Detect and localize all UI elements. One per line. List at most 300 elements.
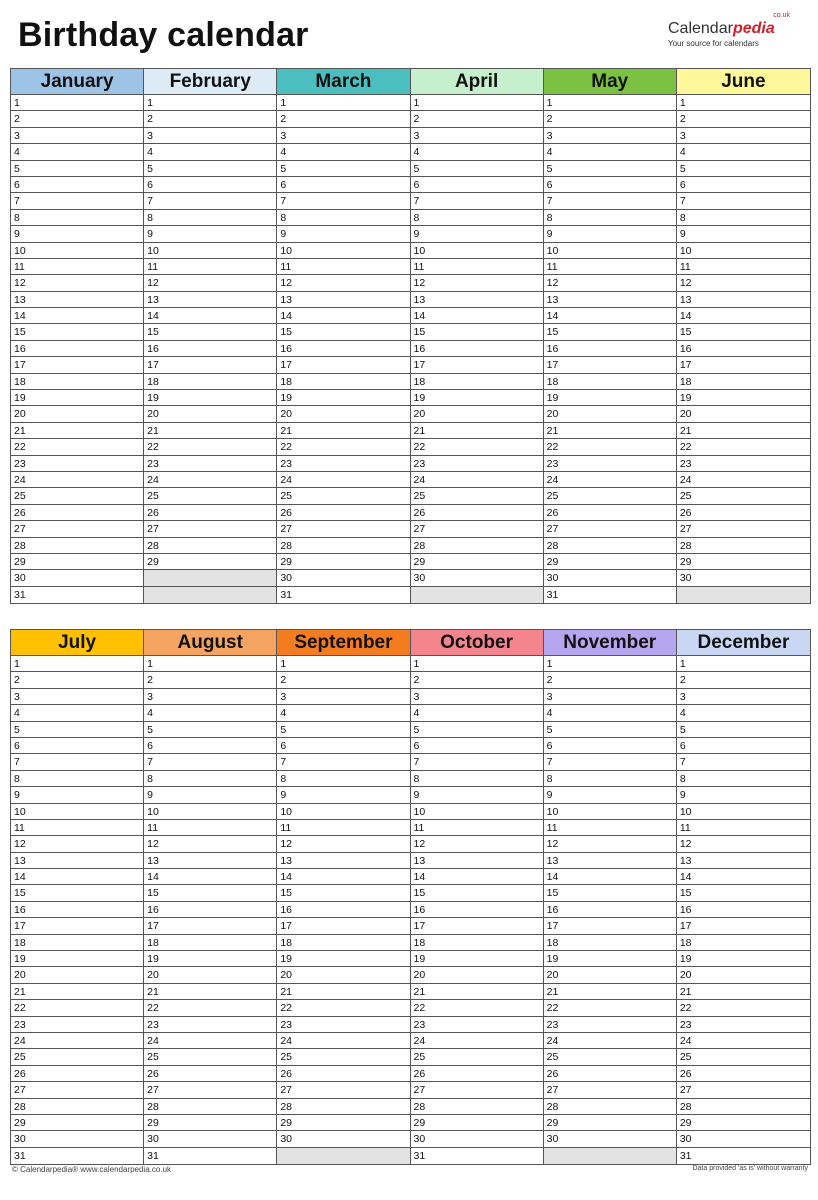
day-cell[interactable]: 12 [544, 836, 676, 852]
day-cell[interactable]: 24 [544, 472, 676, 488]
day-cell[interactable]: 20 [411, 406, 543, 422]
day-cell[interactable]: 26 [277, 1066, 409, 1082]
day-cell[interactable]: 4 [677, 144, 810, 160]
day-cell[interactable]: 18 [411, 935, 543, 951]
day-cell[interactable]: 24 [277, 472, 409, 488]
day-cell[interactable]: 4 [144, 144, 276, 160]
day-cell[interactable]: 21 [144, 423, 276, 439]
day-cell[interactable]: 29 [144, 554, 276, 570]
day-cell[interactable]: 28 [544, 1099, 676, 1115]
day-cell[interactable]: 23 [144, 1017, 276, 1033]
day-cell[interactable]: 23 [677, 1017, 810, 1033]
day-cell[interactable]: 28 [277, 538, 409, 554]
day-cell[interactable]: 7 [544, 193, 676, 209]
day-cell[interactable]: 22 [544, 1000, 676, 1016]
day-cell[interactable]: 9 [677, 787, 810, 803]
day-cell[interactable]: 29 [144, 1115, 276, 1131]
day-cell[interactable]: 4 [677, 705, 810, 721]
day-cell[interactable]: 19 [677, 951, 810, 967]
day-cell[interactable]: 7 [411, 193, 543, 209]
day-cell[interactable]: 8 [411, 771, 543, 787]
day-cell[interactable]: 27 [677, 521, 810, 537]
day-cell[interactable]: 5 [677, 161, 810, 177]
day-cell[interactable]: 2 [544, 672, 676, 688]
day-cell[interactable]: 13 [544, 292, 676, 308]
day-cell[interactable]: 25 [11, 488, 143, 504]
day-cell[interactable]: 21 [677, 423, 810, 439]
day-cell[interactable]: 24 [411, 1033, 543, 1049]
day-cell[interactable]: 22 [277, 439, 409, 455]
day-cell[interactable]: 4 [11, 144, 143, 160]
day-cell[interactable]: 16 [677, 341, 810, 357]
day-cell[interactable]: 2 [144, 111, 276, 127]
day-cell[interactable]: 29 [277, 554, 409, 570]
day-cell[interactable]: 28 [277, 1099, 409, 1115]
day-cell[interactable]: 3 [144, 689, 276, 705]
day-cell[interactable]: 27 [544, 521, 676, 537]
day-cell[interactable]: 24 [11, 1033, 143, 1049]
day-cell[interactable]: 25 [277, 488, 409, 504]
day-cell[interactable]: 18 [144, 374, 276, 390]
day-cell[interactable]: 18 [677, 935, 810, 951]
day-cell[interactable]: 24 [677, 1033, 810, 1049]
day-cell[interactable]: 2 [277, 672, 409, 688]
day-cell[interactable]: 31 [280, 588, 293, 601]
day-cell[interactable]: 10 [544, 243, 676, 259]
day-cell[interactable]: 3 [277, 128, 409, 144]
day-cell[interactable]: 18 [11, 935, 143, 951]
day-cell[interactable]: 4 [544, 705, 676, 721]
day-cell[interactable]: 16 [544, 902, 676, 918]
day-cell[interactable]: 9 [544, 787, 676, 803]
day-cell[interactable]: 15 [544, 324, 676, 340]
day-cell[interactable]: 22 [277, 1000, 409, 1016]
day-cell[interactable]: 7 [677, 754, 810, 770]
day-cell[interactable]: 16 [277, 341, 409, 357]
day-cell[interactable]: 8 [277, 210, 409, 226]
day-cell[interactable]: 7 [144, 193, 276, 209]
day-cell[interactable]: 28 [411, 538, 543, 554]
day-cell[interactable]: 12 [144, 836, 276, 852]
day-cell[interactable]: 15 [144, 885, 276, 901]
day-cell[interactable]: 12 [411, 836, 543, 852]
day-cell[interactable]: 17 [277, 918, 409, 934]
day-cell[interactable]: 28 [144, 538, 276, 554]
day-cell[interactable]: 28 [677, 1099, 810, 1115]
day-cell[interactable]: 14 [411, 308, 543, 324]
day-cell[interactable]: 23 [411, 456, 543, 472]
day-cell[interactable]: 18 [544, 374, 676, 390]
day-cell[interactable]: 20 [544, 406, 676, 422]
day-cell[interactable]: 23 [277, 456, 409, 472]
day-cell[interactable]: 14 [277, 308, 409, 324]
day-cell[interactable]: 9 [277, 226, 409, 242]
day-cell[interactable]: 18 [277, 935, 409, 951]
day-cell[interactable]: 16 [144, 902, 276, 918]
day-cell[interactable]: 11 [144, 259, 276, 275]
day-cell[interactable]: 28 [544, 538, 676, 554]
day-cell[interactable]: 3 [144, 128, 276, 144]
day-cell[interactable]: 9 [11, 226, 143, 242]
day-cell[interactable]: 30 [411, 1131, 543, 1147]
day-cell[interactable]: 14 [544, 308, 676, 324]
day-cell[interactable]: 16 [11, 902, 143, 918]
day-cell[interactable]: 30 [677, 570, 810, 586]
day-cell[interactable]: 22 [144, 439, 276, 455]
day-cell[interactable]: 30 [277, 570, 409, 586]
day-cell[interactable]: 21 [144, 984, 276, 1000]
day-cell[interactable]: 20 [11, 406, 143, 422]
day-cell[interactable]: 4 [144, 705, 276, 721]
day-cell[interactable]: 23 [677, 456, 810, 472]
day-cell[interactable]: 11 [411, 820, 543, 836]
day-cell[interactable]: 13 [11, 853, 143, 869]
day-cell[interactable]: 9 [277, 787, 409, 803]
day-cell[interactable]: 22 [544, 439, 676, 455]
day-cell[interactable]: 11 [11, 259, 143, 275]
day-cell[interactable]: 24 [144, 1033, 276, 1049]
day-cell[interactable]: 16 [544, 341, 676, 357]
day-cell[interactable]: 6 [11, 738, 143, 754]
day-cell[interactable]: 27 [277, 1082, 409, 1098]
day-cell[interactable]: 22 [11, 439, 143, 455]
day-cell[interactable]: 1 [544, 95, 676, 111]
day-cell[interactable]: 17 [11, 918, 143, 934]
day-cell[interactable]: 14 [11, 869, 143, 885]
day-cell[interactable]: 29 [677, 554, 810, 570]
day-cell[interactable]: 25 [277, 1049, 409, 1065]
day-cell[interactable]: 7 [11, 754, 143, 770]
day-cell[interactable]: 12 [277, 275, 409, 291]
day-cell[interactable]: 1 [677, 656, 810, 672]
day-cell[interactable]: 7 [411, 754, 543, 770]
day-cell[interactable]: 28 [144, 1099, 276, 1115]
day-cell[interactable]: 15 [277, 324, 409, 340]
day-cell[interactable]: 18 [144, 935, 276, 951]
day-cell[interactable]: 26 [411, 1066, 543, 1082]
day-cell[interactable]: 25 [144, 1049, 276, 1065]
day-cell[interactable]: 18 [411, 374, 543, 390]
day-cell[interactable]: 10 [144, 243, 276, 259]
day-cell[interactable]: 11 [11, 820, 143, 836]
day-cell[interactable]: 13 [411, 853, 543, 869]
day-cell[interactable]: 18 [277, 374, 409, 390]
day-cell[interactable]: 3 [11, 689, 143, 705]
day-cell[interactable]: 13 [277, 853, 409, 869]
day-cell[interactable]: 23 [544, 1017, 676, 1033]
day-cell[interactable]: 10 [277, 804, 409, 820]
day-cell[interactable]: 28 [11, 538, 143, 554]
day-cell[interactable]: 5 [144, 161, 276, 177]
day-cell[interactable]: 8 [411, 210, 543, 226]
day-cell[interactable]: 24 [544, 1033, 676, 1049]
day-cell[interactable]: 11 [677, 820, 810, 836]
day-cell[interactable]: 8 [11, 771, 143, 787]
day-cell[interactable]: 19 [277, 390, 409, 406]
day-cell[interactable]: 13 [677, 292, 810, 308]
day-cell[interactable]: 24 [144, 472, 276, 488]
day-cell[interactable]: 30 [544, 1131, 676, 1147]
day-cell[interactable]: 31 [679, 1149, 692, 1162]
day-cell[interactable]: 2 [277, 111, 409, 127]
day-cell[interactable]: 17 [411, 357, 543, 373]
day-cell[interactable]: 8 [11, 210, 143, 226]
day-cell[interactable]: 21 [11, 423, 143, 439]
day-cell[interactable]: 13 [144, 853, 276, 869]
day-cell[interactable]: 30 [411, 570, 543, 586]
day-cell[interactable]: 19 [11, 390, 143, 406]
day-cell[interactable]: 6 [544, 738, 676, 754]
day-cell[interactable]: 22 [677, 439, 810, 455]
day-cell[interactable]: 30 [677, 1131, 810, 1147]
day-cell[interactable]: 19 [544, 390, 676, 406]
day-cell[interactable]: 25 [677, 488, 810, 504]
day-cell[interactable]: 28 [411, 1099, 543, 1115]
day-cell[interactable]: 27 [677, 1082, 810, 1098]
day-cell[interactable]: 17 [144, 357, 276, 373]
day-cell[interactable]: 13 [11, 292, 143, 308]
day-cell[interactable]: 3 [544, 689, 676, 705]
day-cell[interactable]: 1 [277, 95, 409, 111]
day-cell[interactable]: 1 [144, 656, 276, 672]
day-cell[interactable]: 9 [144, 226, 276, 242]
day-cell[interactable]: 29 [544, 554, 676, 570]
day-cell[interactable]: 3 [544, 128, 676, 144]
day-cell[interactable]: 23 [277, 1017, 409, 1033]
day-cell[interactable]: 26 [11, 1066, 143, 1082]
day-cell[interactable]: 12 [677, 275, 810, 291]
day-cell[interactable]: 10 [11, 243, 143, 259]
day-cell[interactable]: 17 [11, 357, 143, 373]
day-cell[interactable]: 20 [11, 967, 143, 983]
day-cell[interactable]: 10 [11, 804, 143, 820]
day-cell[interactable]: 1 [277, 656, 409, 672]
day-cell[interactable]: 2 [411, 111, 543, 127]
day-cell[interactable]: 6 [411, 177, 543, 193]
day-cell[interactable]: 10 [277, 243, 409, 259]
day-cell[interactable]: 5 [544, 161, 676, 177]
day-cell[interactable]: 21 [544, 423, 676, 439]
day-cell[interactable]: 20 [144, 406, 276, 422]
day-cell[interactable]: 5 [277, 161, 409, 177]
day-cell[interactable]: 20 [677, 967, 810, 983]
day-cell[interactable]: 2 [411, 672, 543, 688]
day-cell[interactable]: 1 [411, 656, 543, 672]
day-cell[interactable]: 26 [411, 505, 543, 521]
day-cell[interactable]: 8 [277, 771, 409, 787]
day-cell[interactable]: 15 [144, 324, 276, 340]
day-cell[interactable]: 18 [11, 374, 143, 390]
day-cell[interactable]: 6 [677, 738, 810, 754]
day-cell[interactable]: 2 [11, 111, 143, 127]
day-cell[interactable]: 21 [411, 984, 543, 1000]
day-cell[interactable]: 4 [411, 705, 543, 721]
day-cell[interactable]: 10 [677, 243, 810, 259]
day-cell[interactable]: 15 [411, 324, 543, 340]
day-cell[interactable]: 14 [677, 869, 810, 885]
day-cell[interactable]: 9 [11, 787, 143, 803]
day-cell[interactable]: 15 [11, 885, 143, 901]
day-cell[interactable]: 8 [544, 210, 676, 226]
day-cell[interactable]: 2 [677, 111, 810, 127]
day-cell[interactable]: 14 [277, 869, 409, 885]
day-cell[interactable]: 15 [677, 324, 810, 340]
day-cell[interactable]: 10 [144, 804, 276, 820]
day-cell[interactable]: 23 [144, 456, 276, 472]
day-cell[interactable]: 3 [11, 128, 143, 144]
day-cell[interactable]: 14 [677, 308, 810, 324]
day-cell[interactable]: 15 [11, 324, 143, 340]
day-cell[interactable]: 10 [544, 804, 676, 820]
day-cell[interactable]: 9 [544, 226, 676, 242]
day-cell[interactable]: 4 [277, 705, 409, 721]
day-cell[interactable]: 9 [411, 787, 543, 803]
day-cell[interactable]: 6 [677, 177, 810, 193]
day-cell[interactable]: 5 [144, 722, 276, 738]
day-cell[interactable]: 7 [277, 193, 409, 209]
day-cell[interactable]: 8 [677, 771, 810, 787]
day-cell[interactable]: 18 [544, 935, 676, 951]
day-cell[interactable]: 17 [677, 918, 810, 934]
day-cell[interactable]: 23 [11, 1017, 143, 1033]
day-cell[interactable]: 27 [277, 521, 409, 537]
day-cell[interactable]: 17 [144, 918, 276, 934]
day-cell[interactable]: 1 [144, 95, 276, 111]
day-cell[interactable]: 29 [411, 1115, 543, 1131]
day-cell[interactable]: 25 [411, 1049, 543, 1065]
day-cell[interactable]: 29 [11, 1115, 143, 1131]
day-cell[interactable]: 28 [677, 538, 810, 554]
day-cell[interactable]: 29 [11, 554, 143, 570]
day-cell[interactable]: 20 [144, 967, 276, 983]
day-cell[interactable]: 2 [544, 111, 676, 127]
day-cell[interactable]: 17 [411, 918, 543, 934]
day-cell[interactable]: 7 [144, 754, 276, 770]
day-cell[interactable]: 31 [413, 1149, 426, 1162]
day-cell[interactable]: 25 [544, 1049, 676, 1065]
day-cell[interactable]: 20 [277, 406, 409, 422]
day-cell[interactable]: 4 [11, 705, 143, 721]
day-cell[interactable]: 6 [11, 177, 143, 193]
day-cell[interactable]: 28 [11, 1099, 143, 1115]
day-cell[interactable]: 10 [411, 243, 543, 259]
day-cell[interactable]: 4 [277, 144, 409, 160]
day-cell[interactable]: 15 [677, 885, 810, 901]
day-cell[interactable]: 25 [144, 488, 276, 504]
day-cell[interactable]: 10 [677, 804, 810, 820]
day-cell[interactable]: 29 [544, 1115, 676, 1131]
day-cell[interactable]: 12 [277, 836, 409, 852]
day-cell[interactable]: 16 [11, 341, 143, 357]
day-cell[interactable]: 21 [677, 984, 810, 1000]
day-cell[interactable]: 8 [144, 771, 276, 787]
day-cell[interactable]: 25 [544, 488, 676, 504]
day-cell[interactable]: 26 [677, 505, 810, 521]
day-cell[interactable]: 22 [677, 1000, 810, 1016]
day-cell[interactable]: 21 [11, 984, 143, 1000]
day-cell[interactable]: 22 [144, 1000, 276, 1016]
day-cell[interactable]: 6 [144, 177, 276, 193]
day-cell[interactable]: 13 [677, 853, 810, 869]
day-cell[interactable]: 26 [544, 505, 676, 521]
day-cell[interactable]: 15 [277, 885, 409, 901]
day-cell[interactable]: 3 [411, 689, 543, 705]
day-cell[interactable]: 5 [411, 161, 543, 177]
day-cell[interactable]: 30 [11, 1131, 143, 1147]
day-cell[interactable]: 5 [544, 722, 676, 738]
day-cell[interactable]: 7 [677, 193, 810, 209]
day-cell[interactable]: 19 [677, 390, 810, 406]
day-cell[interactable]: 11 [677, 259, 810, 275]
day-cell[interactable]: 23 [411, 1017, 543, 1033]
day-cell[interactable]: 13 [277, 292, 409, 308]
day-cell[interactable]: 1 [677, 95, 810, 111]
day-cell[interactable]: 12 [144, 275, 276, 291]
day-cell[interactable]: 19 [144, 951, 276, 967]
day-cell[interactable]: 17 [544, 357, 676, 373]
day-cell[interactable]: 16 [411, 902, 543, 918]
day-cell[interactable]: 16 [677, 902, 810, 918]
day-cell[interactable]: 19 [11, 951, 143, 967]
day-cell[interactable]: 19 [411, 390, 543, 406]
day-cell[interactable]: 12 [677, 836, 810, 852]
day-cell[interactable]: 15 [544, 885, 676, 901]
day-cell[interactable]: 11 [144, 820, 276, 836]
day-cell[interactable]: 22 [11, 1000, 143, 1016]
day-cell[interactable]: 3 [411, 128, 543, 144]
day-cell[interactable]: 20 [544, 967, 676, 983]
day-cell[interactable]: 3 [677, 689, 810, 705]
day-cell[interactable]: 27 [411, 1082, 543, 1098]
day-cell[interactable]: 31 [14, 588, 26, 601]
day-cell[interactable]: 20 [411, 967, 543, 983]
day-cell[interactable]: 4 [411, 144, 543, 160]
day-cell[interactable]: 12 [411, 275, 543, 291]
day-cell[interactable]: 26 [11, 505, 143, 521]
day-cell[interactable]: 5 [11, 161, 143, 177]
day-cell[interactable]: 11 [544, 820, 676, 836]
day-cell[interactable]: 12 [11, 836, 143, 852]
day-cell[interactable]: 24 [411, 472, 543, 488]
day-cell[interactable]: 22 [411, 1000, 543, 1016]
day-cell[interactable]: 7 [277, 754, 409, 770]
day-cell[interactable]: 6 [544, 177, 676, 193]
day-cell[interactable]: 24 [677, 472, 810, 488]
day-cell[interactable]: 1 [11, 95, 143, 111]
day-cell[interactable]: 31 [546, 588, 559, 601]
day-cell[interactable]: 9 [411, 226, 543, 242]
day-cell[interactable]: 3 [277, 689, 409, 705]
day-cell[interactable]: 29 [277, 1115, 409, 1131]
day-cell[interactable]: 27 [11, 1082, 143, 1098]
day-cell[interactable]: 16 [277, 902, 409, 918]
day-cell[interactable]: 30 [277, 1131, 409, 1147]
day-cell[interactable]: 19 [411, 951, 543, 967]
day-cell[interactable]: 4 [544, 144, 676, 160]
day-cell[interactable]: 20 [277, 967, 409, 983]
day-cell[interactable]: 7 [544, 754, 676, 770]
day-cell[interactable]: 14 [411, 869, 543, 885]
day-cell[interactable]: 18 [677, 374, 810, 390]
day-cell[interactable]: 22 [411, 439, 543, 455]
day-cell[interactable]: 26 [544, 1066, 676, 1082]
day-cell[interactable]: 11 [277, 259, 409, 275]
day-cell[interactable]: 9 [677, 226, 810, 242]
day-cell[interactable]: 26 [277, 505, 409, 521]
day-cell[interactable]: 20 [677, 406, 810, 422]
day-cell[interactable]: 29 [411, 554, 543, 570]
day-cell[interactable]: 14 [11, 308, 143, 324]
